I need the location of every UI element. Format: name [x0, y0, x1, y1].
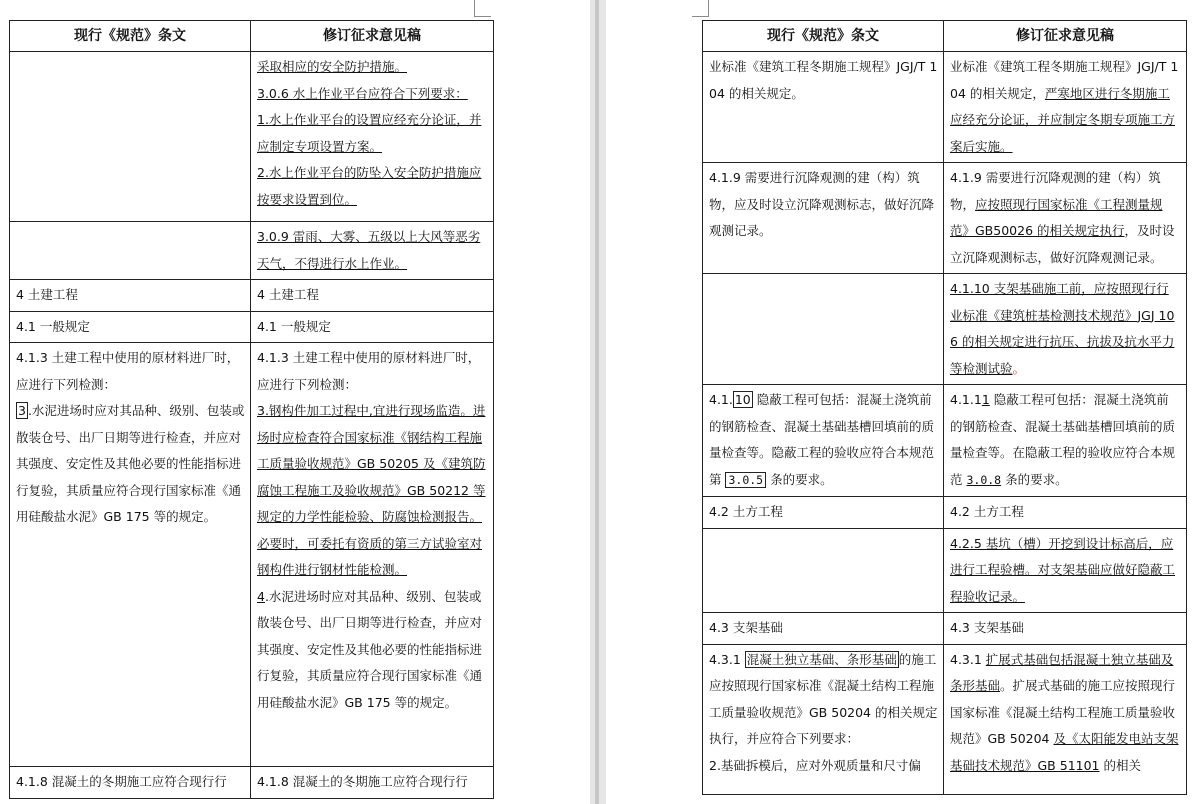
cell-current — [10, 343, 251, 767]
clause-text-body: .水泥进场时应对其品种、级别、包装或散装仓号、出厂日期等进行检查，并应对其强度、安定性及其他必要的性能指标进行复验，其质量应符合现行国家标准《通用硅酸盐水泥》GB 175 等的规定。 — [257, 588, 483, 710]
clause-text: 4.1.9 需要进行沉降观测的建（构）筑物， — [950, 170, 1161, 212]
page-gutter-line — [595, 0, 599, 804]
comparison-table-right — [702, 20, 1187, 795]
header-revised-draft: 修订征求意见稿 — [944, 21, 1187, 52]
table-row — [703, 497, 1187, 529]
clause-text: 条的要求。 — [766, 471, 833, 487]
cell-current — [703, 644, 944, 794]
cell-current — [10, 52, 251, 222]
cell-current: 业标准《建筑工程冬期施工规程》JGJ/T 104 的相关规定。 — [703, 52, 944, 163]
clause-text: ，及时设立沉降观测标志，做好沉降观测记录。 — [950, 223, 1175, 265]
clause-text-added: 4.2.5 基坑（槽）开挖到设计标高后，应进行工程验槽。对支架基础应做好隐蔽工程验收记录。 — [950, 535, 1176, 604]
clause-text: 4.1. — [709, 392, 733, 407]
clause-text-added: 3.0.8 — [966, 472, 1002, 487]
table-header-row — [703, 21, 1187, 52]
cell-revised — [251, 222, 494, 280]
table-row — [703, 528, 1187, 613]
clause-text: 业标准《建筑工程冬期施工规程》JGJ/T 104 的相关规定， — [950, 59, 1179, 101]
clause-text: 3.钢构件加工过程中,宜进行现场监造。进场时应检查符合国家标准《钢结构工程施工质量验收规范》GB 50205 及《建筑防腐蚀工程施工及验收规范》GB 50212 等规定的力学性能检验、防腐蚀检测报告。必要时，可委托有资质的第三方试验室对钢构件进行钢材性能检测。 — [257, 403, 486, 577]
header-revised-draft: 修订征求意见稿 — [251, 21, 494, 52]
header-current-clause: 现行《规范》条文 — [10, 21, 251, 52]
table-row — [10, 343, 494, 767]
cell-revised: 4.1 一般规定 — [251, 311, 494, 343]
clause-text: 1.水上作业平台的设置应经充分论证，并应制定专项设置方案。 — [257, 112, 482, 154]
table-row — [703, 274, 1187, 385]
revision-box: 3.0.5 — [725, 472, 766, 488]
clause-text: 条的要求。 — [1001, 471, 1068, 487]
document-page-left — [0, 0, 590, 804]
page-corner-mark — [692, 0, 709, 17]
clause-text: 2.水上作业平台的防坠入安全防护措施应按要求设置到位。 — [257, 165, 482, 207]
cell-revised: 4.2 土方工程 — [944, 497, 1187, 529]
clause-text-added: 扩展式基础包括混凝土独立基础及条形基础 — [950, 651, 1174, 693]
clause-text: 的相关 — [1099, 757, 1141, 773]
cell-revised: 4.3 支架基础 — [944, 613, 1187, 645]
clause-text: 4.1.3 土建工程中使用的原材料进厂时，应进行下列检测： — [257, 350, 481, 392]
cell-revised — [944, 52, 1187, 163]
page-gutter — [590, 0, 606, 804]
document-page-right — [606, 0, 1196, 804]
clause-text — [257, 584, 488, 717]
revision-box: 10 — [734, 392, 751, 407]
cell-revised — [251, 343, 494, 767]
cell-revised: 4.1.8 混凝土的冬期施工应符合现行行 — [251, 767, 494, 799]
cell-current: 4 土建工程 — [10, 280, 251, 312]
table-header-row — [10, 21, 494, 52]
cell-revised: 4 土建工程 — [251, 280, 494, 312]
clause-text: 3.0.9 雷雨、大雾、五级以上大风等恶劣天气，不得进行水上作业。 — [257, 229, 481, 271]
cell-current — [703, 528, 944, 613]
cell-current: 4.1.8 混凝土的冬期施工应符合现行行 — [10, 767, 251, 799]
table-row — [10, 311, 494, 343]
table-row — [703, 613, 1187, 645]
cell-current: 4.1.9 需要进行沉降观测的建（构）筑物，应及时设立沉降观测标志，做好沉降观测记录。 — [703, 163, 944, 274]
table-row — [10, 767, 494, 799]
cell-revised — [944, 163, 1187, 274]
clause-text: 采取相应的安全防护措施。 — [257, 59, 408, 74]
table-row — [703, 644, 1187, 794]
clause-text-end: 。 — [1012, 360, 1026, 376]
clause-text: 的施工应按照现行国家标准《混凝土结构工程施工质量验收规范》GB 50204 的相关规定执行，并应符合下列要求： — [709, 651, 938, 746]
clause-text: 。扩展式基础的施工应按照现行国家标准《混凝土结构工程施工质量验收规范》GB 50204 — [950, 678, 1176, 746]
clause-text: 3.0.6 水上作业平台应符合下列要求： — [257, 85, 468, 101]
cell-current — [703, 274, 944, 385]
cell-current: 4.3 支架基础 — [703, 613, 944, 645]
cell-revised — [944, 385, 1187, 497]
clause-text-added: 及《太阳能发电站支架基础技术规范》GB 51101 — [950, 731, 1179, 773]
cell-current — [10, 222, 251, 280]
cell-current: 4.2 土方工程 — [703, 497, 944, 529]
page-corner-mark — [474, 0, 491, 17]
clause-text — [16, 398, 245, 531]
clause-text: 4.3.1 — [950, 651, 986, 667]
table-row — [10, 222, 494, 280]
cell-current — [703, 385, 944, 497]
revision-box: 混凝土独立基础、条形基础 — [746, 651, 897, 667]
clause-text: 4.1.1 — [950, 392, 982, 407]
clause-text-body: .水泥进场时应对其品种、级别、包装或散装仓号、出厂日期等进行检查，并应对其强度、安定性及其他必要的性能指标进行复验，其质量应符合现行国家标准《通用硅酸盐水泥》GB 175 等的规定。 — [16, 403, 245, 524]
clause-text: 2.基础拆模后，应对外观质量和尺寸偏 — [709, 757, 921, 773]
table-row — [10, 52, 494, 222]
header-current-clause: 现行《规范》条文 — [703, 21, 944, 52]
clause-text: 4.3.1 — [709, 651, 745, 667]
table-row — [703, 163, 1187, 274]
clause-text: 4.1.3 土建工程中使用的原材料进厂时，应进行下列检测： — [16, 350, 240, 392]
cell-current: 4.1 一般规定 — [10, 311, 251, 343]
revision-number: 4 — [257, 588, 265, 604]
clause-text-added: 1 — [981, 392, 990, 407]
clause-text: 隐蔽工程可包括：混凝土浇筑前的钢筋检查、混凝土基础基槽回填前的质量检查等。隐蔽工程的验收应符合本规范第 — [709, 392, 935, 487]
clause-text-added: 4.1.10 支架基础施工前，应按照现行行业标准《建筑桩基检测技术规范》JGJ 106 的相关规定进行抗压、抗拔及抗水平力等检测试验 — [950, 281, 1175, 376]
table-row — [703, 52, 1187, 163]
comparison-table-left — [9, 20, 494, 799]
table-row — [10, 280, 494, 312]
cell-revised — [944, 274, 1187, 385]
clause-text: 隐蔽工程可包括：混凝土浇筑前的钢筋检查、混凝土基础基槽回填前的质量检查等。在隐蔽工程的验收应符合本规范 — [950, 392, 1176, 487]
revision-box: 3 — [18, 403, 26, 418]
cell-revised — [944, 644, 1187, 794]
clause-text-added: 应按照现行国家标准《工程测量规范》GB50026 的相关规定执行 — [950, 196, 1163, 238]
cell-revised — [251, 52, 494, 222]
table-row — [703, 385, 1187, 497]
cell-revised — [944, 528, 1187, 613]
clause-text-added: 严寒地区进行冬期施工应经充分论证，并应制定冬期专项施工方案后实施。 — [950, 85, 1176, 154]
